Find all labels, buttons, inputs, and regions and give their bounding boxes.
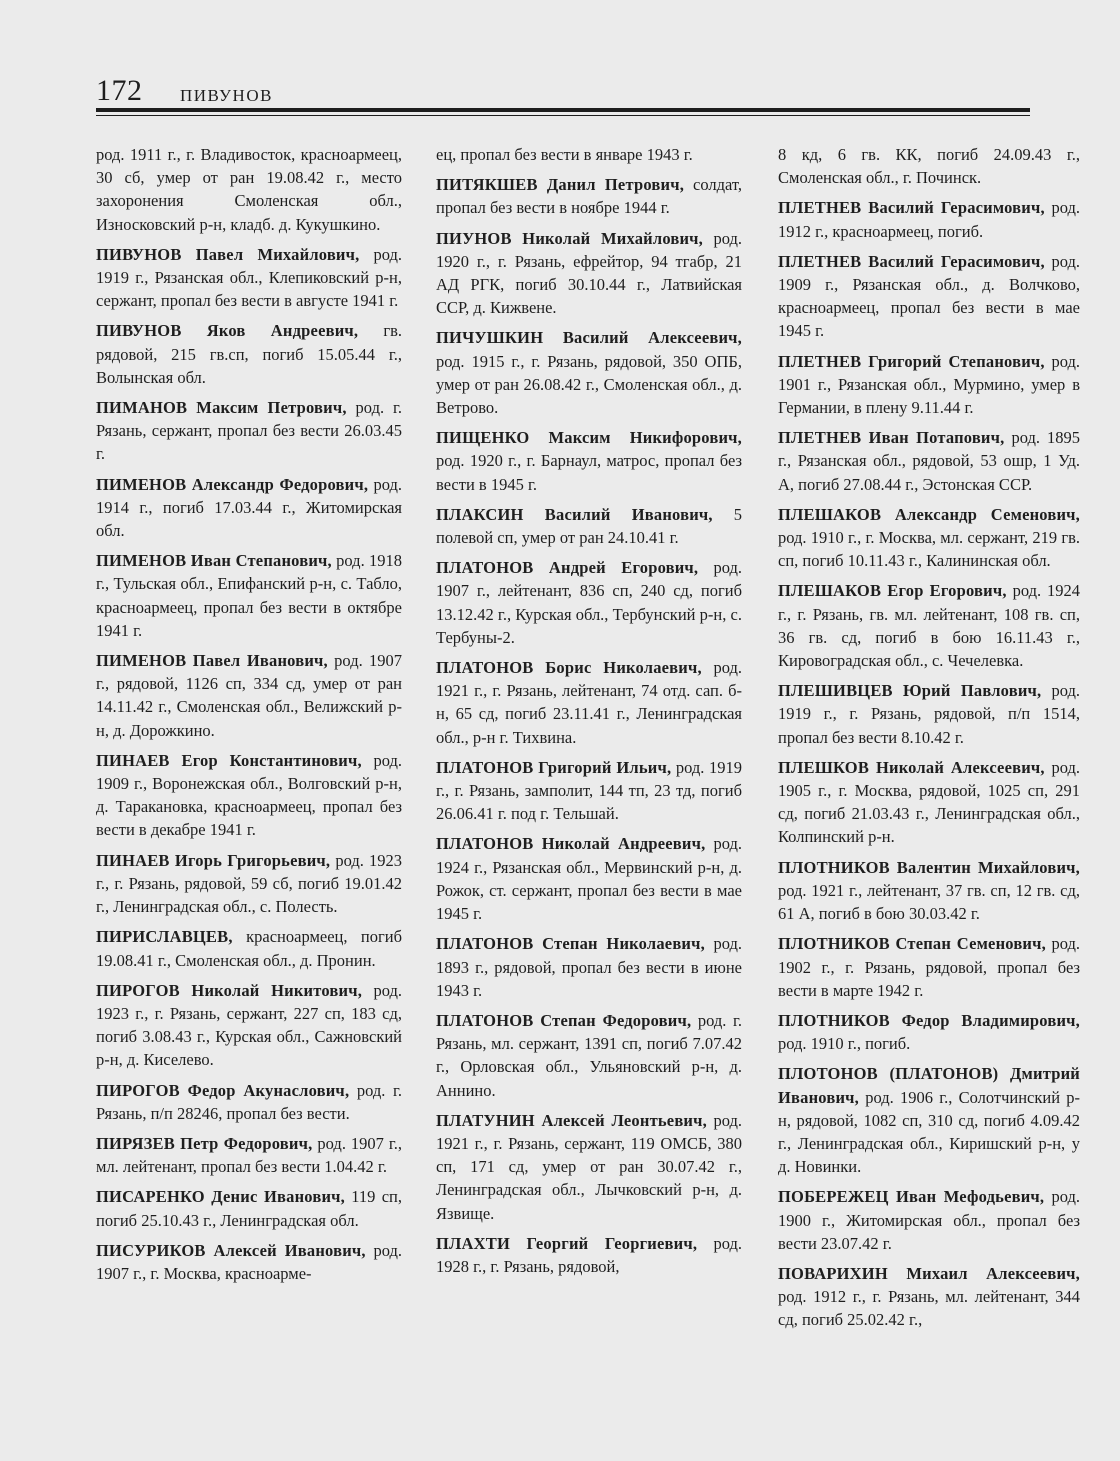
entry-text: род. 1907 г., лейтенант, 836 сп, 240 сд, погиб 13.12.42 г., Курская обл., Тербунский р-н, с. Тербуны-2. <box>436 558 743 647</box>
entry-name: ПОБЕРЕЖЕЦ Иван Мефодьевич, <box>778 1187 1045 1207</box>
entry-text: род. 1905 г., г. Москва, рядовой, 1025 сп, 291 сд, погиб 21.03.43 г., Ленинградская обл., Колпинский р-н. <box>778 757 1080 847</box>
entry-text: род. г. Рязань, сержант, пропал без вести 26.03.45 г. <box>96 398 402 464</box>
entry <box>778 679 1080 749</box>
entry <box>778 1009 1080 1055</box>
entry-text: род. 1895 г., Рязанская обл., рядовой, 53 ошр, 1 Уд. А, погиб 27.08.44 г., Эстонская ССР. <box>778 428 1080 494</box>
entry-text: род. 1918 г., Тульская обл., Епифанский р-н, с. Табло, красноармеец, пропал без вести в октябре 1941 г. <box>96 551 402 640</box>
entry-name: ПИЧУШКИН Василий Алексеевич, <box>436 328 742 348</box>
entry-name: ПЛАТОНОВ Степан Николаевич, <box>436 934 705 954</box>
entry <box>436 556 742 649</box>
entry <box>96 396 402 466</box>
entry-name: ПИТЯКШЕВ Данил Петрович, <box>436 175 685 195</box>
entry <box>778 1062 1080 1178</box>
entry-name: ПИМЕНОВ Иван Степанович, <box>96 551 332 571</box>
entry-text: род. 1919 г., г. Рязань, рядовой, п/п 1514, пропал без вести 8.10.42 г. <box>778 681 1080 747</box>
entry-text: род. 1901 г., Рязанская обл., Мурмино, умер в Германии, в плену 9.11.44 г. <box>778 351 1081 418</box>
entry-name: ПИВУНОВ Яков Андреевич, <box>96 321 359 341</box>
entry-text: род. г. Рязань, п/п 28246, пропал без вести. <box>96 1080 402 1123</box>
entry-text: род. 1924 г., Рязанская обл., Мервинский р-н, д. Рожок, ст. сержант, пропал без вести в мае 1945 г. <box>436 834 742 924</box>
entry <box>96 143 402 236</box>
entry <box>436 1232 742 1278</box>
entry-name: ПИРЯЗЕВ Петр Федорович, <box>96 1133 313 1153</box>
entry-name: ПИМЕНОВ Александр Федорович, <box>96 474 369 494</box>
entry-text: 8 кд, 6 гв. КК, погиб 24.09.43 г., Смоленская обл., г. Починск. <box>778 145 1080 188</box>
entry-name: ПЛОТНИКОВ Валентин Михайлович, <box>778 857 1080 877</box>
entry-name: ПИЩЕНКО Максим Никифорович, <box>436 428 742 448</box>
entry-name: ПЛОТНИКОВ Федор Владимирович, <box>778 1010 1080 1030</box>
header-rule-thick <box>96 108 1030 112</box>
entry-text: род. 1921 г., лейтенант, 37 гв. сп, 12 гв. сд, 61 А, погиб в бою 30.03.42 г. <box>778 880 1080 924</box>
entry-text: род. 1907 г., рядовой, 1126 сп, 334 сд, умер от ран 14.11.42 г., Смоленская обл., Велижский р-н, д. Дорожкино. <box>96 651 402 740</box>
entry <box>778 250 1080 343</box>
entry-name: ПЛЕТНЕВ Василий Герасимович, <box>778 251 1045 271</box>
entry-name: ПЛЕТНЕВ Иван Потапович, <box>778 428 1005 448</box>
entry <box>436 656 742 749</box>
entry <box>436 932 742 1002</box>
entry <box>96 243 402 313</box>
text-column-2 <box>436 143 742 1285</box>
entry <box>778 932 1080 1002</box>
entry <box>436 756 742 826</box>
entry-name: ПИСУРИКОВ Алексей Иванович, <box>96 1240 366 1260</box>
entry-name: ПЛОТНИКОВ Степан Семенович, <box>778 934 1046 954</box>
entry-name: ПЛАХТИ Георгий Георгиевич, <box>436 1233 698 1253</box>
entry <box>96 649 402 742</box>
entry <box>96 1239 402 1285</box>
entry <box>96 849 402 919</box>
entry-name: ПЛАТОНОВ Андрей Егорович, <box>436 558 699 578</box>
entry-name: ПЛЕШАКОВ Егор Егорович, <box>778 581 1007 601</box>
entry <box>96 1079 402 1125</box>
entry-text: род. 1907 г., мл. лейтенант, пропал без вести 1.04.42 г. <box>96 1133 403 1177</box>
entry-name: ПЛОТОНОВ (ПЛАТОНОВ) Дмитрий Иванович, <box>778 1064 1080 1107</box>
entry-name: ПЛАТОНОВ Николай Андреевич, <box>436 834 706 854</box>
entry-text: род. 1920 г., г. Барнаул, матрос, пропал без вести в 1945 г. <box>436 451 742 494</box>
entry-text: род. 1893 г., рядовой, пропал без вести в июне 1943 г. <box>436 934 743 1000</box>
entry-name: ПИВУНОВ Павел Михайлович, <box>96 244 360 264</box>
entry-text: род. 1919 г., г. Рязань, замполит, 144 тп, 23 тд, погиб 26.06.41 г. под г. Тельшай. <box>436 757 742 824</box>
entry-text: род. 1923 г., г. Рязань, рядовой, 59 сб, погиб 19.01.42 г., Ленинградская обл., с. Полесть. <box>96 850 402 917</box>
entry-name: ПЛЕТНЕВ Григорий Степанович, <box>778 351 1045 371</box>
page-number: 172 <box>96 74 143 107</box>
entry-text: красноармеец, погиб 19.08.41 г., Смоленская обл., д. Пронин. <box>96 927 402 970</box>
entry-text: род. 1906 г., Солотчинский р-н, рядовой, 1082 сп, 310 сд, погиб 4.09.42 г., Ленинградская обл., Киришский р-н, у д. Новинки. <box>778 1087 1080 1177</box>
entry-name: ПИМЕНОВ Павел Иванович, <box>96 651 328 671</box>
entry-text: род. 1902 г., г. Рязань, рядовой, пропал без вести в марте 1942 г. <box>778 934 1080 1000</box>
entry-text: род. 1912 г., красноармеец, погиб. <box>778 198 1080 241</box>
entry-name: ПЛЕШИВЦЕВ Юрий Павлович, <box>778 681 1042 701</box>
entry <box>436 426 742 496</box>
text-column-3 <box>778 143 1080 1339</box>
entry <box>436 1009 742 1102</box>
entry <box>436 227 742 320</box>
entry-text: род. 1924 г., г. Рязань, гв. мл. лейтенант, 108 гв. сп, 36 гв. сд, погиб в бою 16.11.43 г., Кировоградская обл., с. Чечелевка. <box>778 581 1080 671</box>
entry-name: ПЛАТОНОВ Григорий Ильич, <box>436 757 672 777</box>
entry-text: род. 1912 г., г. Рязань, мл. лейтенант, 344 сд, погиб 25.02.42 г., <box>778 1287 1080 1330</box>
entry-text: ец, пропал без вести в январе 1943 г. <box>436 145 693 164</box>
entry-name: ПИНАЕВ Егор Константинович, <box>96 750 362 770</box>
entry <box>96 473 402 543</box>
entry-text: род. 1921 г., г. Рязань, лейтенант, 74 отд. сап. б-н, 65 сд, погиб 23.11.41 г., Ленинградская обл., р-н г. Тихвина. <box>436 658 742 747</box>
running-title: ПИВУНОВ <box>180 86 273 105</box>
entry <box>778 196 1080 242</box>
entry <box>96 549 402 642</box>
entry <box>436 832 742 925</box>
entry <box>436 503 742 549</box>
entry-text: род. 1909 г., Рязанская обл., д. Волчково, красноармеец, пропал без вести в мае 1945 г. <box>778 251 1080 341</box>
entry-text: род. 1921 г., г. Рязань, сержант, 119 ОМСБ, 380 сп, 171 сд, умер от ран 30.07.42 г., Ленинградская обл., Лычковский р-н, д. Язвище. <box>436 1110 743 1223</box>
entry-text: род. 1900 г., Житомирская обл., пропал без вести 23.07.42 г. <box>778 1187 1080 1253</box>
entry-text: род. 1909 г., Воронежская обл., Волговский р-н, д. Таракановка, красноармеец, пропал без вести в декабре 1941 г. <box>96 750 402 840</box>
entry-text: 5 полевой сп, умер от ран 24.10.41 г. <box>436 504 743 548</box>
entry <box>96 925 402 971</box>
entry-text: 119 сп, погиб 25.10.43 г., Ленинградская обл. <box>96 1187 402 1230</box>
entry-text: род. 1911 г., г. Владивосток, красноармеец, 30 сб, умер от ран 19.08.42 г., место захоронения Смоленская обл., Износковский р-н, кладб. д. Кукушкино. <box>96 145 402 234</box>
entry-name: ПЛАТОНОВ Борис Николаевич, <box>436 658 702 678</box>
entry <box>436 326 742 419</box>
entry-name: ПЛАКСИН Василий Иванович, <box>436 504 713 524</box>
entry-text: род. 1910 г., погиб. <box>778 1034 911 1054</box>
entry-text: род. 1920 г., г. Рязань, ефрейтор, 94 тгабр, 21 АД РГК, погиб 30.10.44 г., Латвийская ССР, д. Кижвене. <box>436 228 742 318</box>
entry-name: ПИРОГОВ Федор Акунаслович, <box>96 1080 350 1100</box>
entry <box>96 749 402 842</box>
entry-name: ПИРОГОВ Николай Никитович, <box>96 980 363 1000</box>
entry <box>778 1185 1080 1255</box>
entry <box>778 350 1080 420</box>
entry-name: ПИУНОВ Николай Михайлович, <box>436 228 704 248</box>
entry <box>778 579 1080 672</box>
entry-text: род. 1928 г., г. Рязань, рядовой, <box>436 1233 742 1276</box>
text-column-1 <box>96 143 402 1292</box>
entry-name: ПИМАНОВ Максим Петрович, <box>96 398 347 418</box>
entry <box>778 756 1080 849</box>
entry <box>778 503 1080 573</box>
entry-text: род. 1914 г., погиб 17.03.44 г., Житомирская обл. <box>96 474 402 541</box>
page-header <box>96 72 1030 110</box>
entry <box>96 979 402 1072</box>
entry-text: род. 1923 г., г. Рязань, сержант, 227 сп, 183 сд, погиб 3.08.43 г., Курская обл., Сажновский р-н, д. Киселево. <box>96 980 403 1070</box>
entry-text: род. 1915 г., г. Рязань, рядовой, 350 ОПБ, умер от ран 26.08.42 г., Смоленская обл., д. Ветрово. <box>436 351 742 418</box>
entry-name: ПИНАЕВ Игорь Григорьевич, <box>96 850 331 870</box>
entry-text: род. г. Рязань, мл. сержант, 1391 сп, погиб 7.07.42 г., Орловская обл., Ульяновский р-н, д. Аннино. <box>436 1010 743 1100</box>
header-rule-thin <box>96 115 1030 116</box>
entry-name: ПЛАТУНИН Алексей Леонтьевич, <box>436 1110 707 1130</box>
entry-text: род. 1907 г., г. Москва, красноарме- <box>96 1240 403 1283</box>
entry <box>96 319 402 389</box>
entry <box>778 856 1080 926</box>
entry-name: ПОВАРИХИН Михаил Алексеевич, <box>778 1263 1080 1283</box>
entry <box>436 1109 742 1225</box>
entry-name: ПЛАТОНОВ Степан Федорович, <box>436 1010 692 1030</box>
entry-name: ПЛЕТНЕВ Василий Герасимович, <box>778 198 1045 218</box>
entry-name: ПЛЕШКОВ Николай Алексеевич, <box>778 757 1045 777</box>
entry <box>96 1185 402 1231</box>
entry <box>96 1132 402 1178</box>
entry-name: ПЛЕШАКОВ Александр Семенович, <box>778 504 1080 524</box>
entry <box>778 1262 1080 1332</box>
entry <box>778 143 1080 189</box>
entry-name: ПИРИСЛАВЦЕВ, <box>96 927 233 947</box>
entry-text: гв. рядовой, 215 гв.сп, погиб 15.05.44 г., Волынская обл. <box>96 321 402 387</box>
entry <box>436 173 742 219</box>
entry <box>436 143 742 166</box>
entry-text: род. 1910 г., г. Москва, мл. сержант, 219 гв. сп, погиб 10.11.43 г., Калининская обл. <box>778 528 1080 571</box>
entry-text: род. 1919 г., Рязанская обл., Клепиковский р-н, сержант, пропал без вести в августе 1941 г. <box>96 244 402 311</box>
entry-text: солдат, пропал без вести в ноябре 1944 г. <box>436 175 742 218</box>
entry <box>778 426 1080 496</box>
entry-name: ПИСАРЕНКО Денис Иванович, <box>96 1187 345 1207</box>
